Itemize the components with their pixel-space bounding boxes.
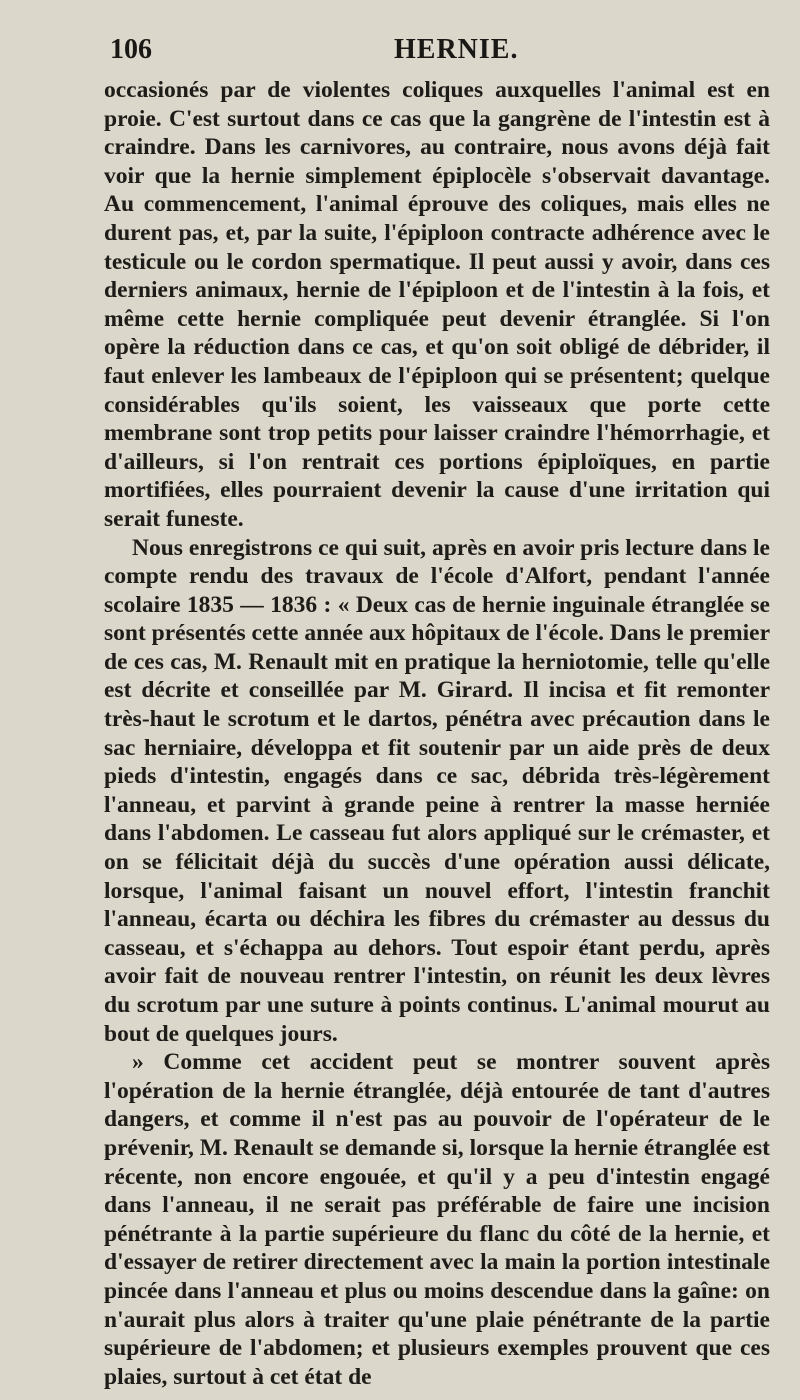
body-text — [104, 76, 770, 1391]
page-number: 106 — [110, 34, 152, 65]
paragraph-3: » Comme cet accident peut se montrer souvent après l'opération de la hernie étranglée, déjà entourée de tant d'autres dangers, et comme il n'est pas au pouvoir de l'opérateur de le prévenir, M. Renault se demande si, lorsque la hernie étranglée est récente, non encore engouée, et qu'il y a peu d'intestin engagé dans l'anneau, il ne serait pas préférable de faire une incision pénétrante à la partie supérieure du flanc du côté de la hernie, et d'essayer de retirer directement avec la main la portion intestinale pincée dans l'anneau et plus ou moins descendue dans la gaîne: on n'aurait plus alors à traiter qu'une plaie pénétrante de la partie supérieure de l'abdomen; et plusieurs exemples prouvent que ces plaies, surtout à cet état de — [104, 1049, 770, 1390]
page-header — [104, 28, 770, 76]
paragraph-1: occasionés par de violentes coliques auxquelles l'animal est en proie. C'est surtout dans ce cas que la gangrène de l'intestin est à craindre. Dans les carnivores, au contraire, nous avons déjà fait voir que la hernie simplement épiplocèle s'observait davantage. Au commencement, l'animal éprouve des coliques, mais elles ne durent pas, et, par la suite, l'épiploon contracte adhérence avec le testicule ou le cordon spermatique. Il peut aussi y avoir, dans ces derniers animaux, hernie de l'épiploon et de l'intestin à la fois, et même cette hernie compliquée peut devenir étranglée. Si l'on opère la réduction dans ce cas, et qu'on soit obligé de débrider, il faut enlever les lambeaux de l'épiploon qui se présentent; quelque considérables qu'ils soient, les vaisseaux que porte cette membrane sont trop petits pour laisser craindre l'hémorrhagie, et d'ailleurs, si l'on rentrait ces portions épiploïques, en partie mortifiées, elles pourraient devenir la cause d'une irritation qui serait funeste. — [104, 77, 770, 532]
paragraph-2: Nous enregistrons ce qui suit, après en avoir pris lecture dans le compte rendu des travaux de l'école d'Alfort, pendant l'année scolaire 1835 — 1836 : « Deux cas de hernie inguinale étranglée se sont présentés cette année aux hôpitaux de l'école. Dans le premier de ces cas, M. Renault mit en pratique la herniotomie, telle qu'elle est décrite et conseillée par M. Girard. Il incisa et fit remonter très-haut le scrotum et le dartos, pénétra avec précaution dans le sac herniaire, développa et fit soutenir par un aide près de deux pieds d'intestin, engagés dans ce sac, débrida très-légèrement l'anneau, et parvint à grande peine à rentrer la masse herniée dans l'abdomen. Le casseau fut alors appliqué sur le crémaster, et on se félicitait déjà du succès d'une opération aussi délicate, lorsque, l'animal faisant un nouvel effort, l'intestin franchit l'anneau, écarta ou déchira les fibres du crémaster au dessus du casseau, et s'échappa au dehors. Tout espoir étant perdu, après avoir fait de nouveau rentrer l'intestin, on réunit les deux lèvres du scrotum par une suture à points continus. L'animal mourut au bout de quelques jours. — [104, 534, 770, 1047]
running-title: HERNIE. — [394, 34, 519, 65]
